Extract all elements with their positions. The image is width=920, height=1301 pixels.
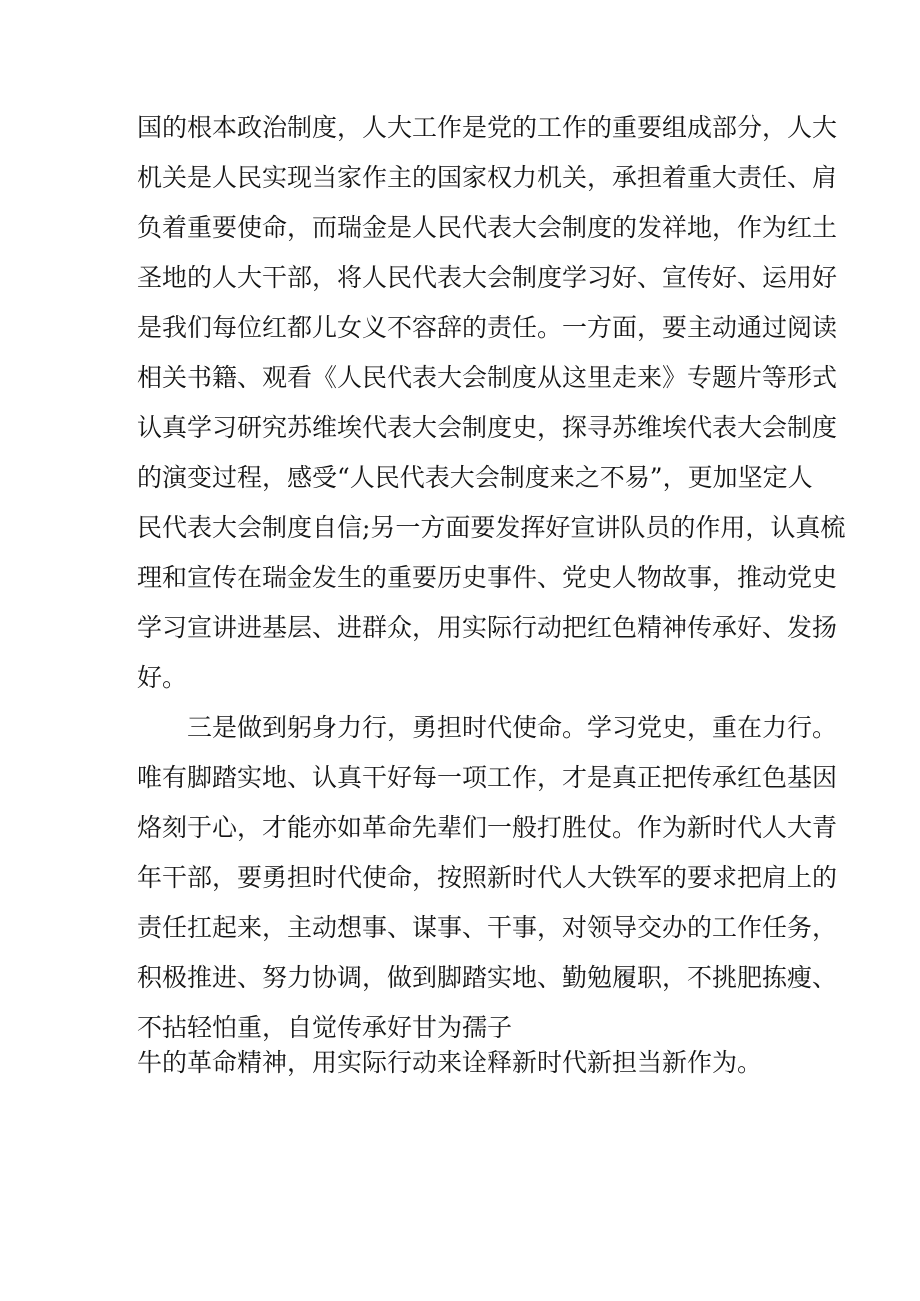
- text-line: 好。: [137, 663, 188, 692]
- text-line: 圣地的人大干部，将人民代表大会制度学习好、宣传好、运用好: [137, 263, 838, 292]
- text-line: 机关是人民实现当家作主的国家权力机关，承担着重大责任、肩: [137, 163, 838, 192]
- text-line: 民代表大会制度自信;另一方面要发挥好宣讲队员的作用，认真梳: [137, 513, 846, 542]
- text-line: 的演变过程，感受“人民代表大会制度来之不易”，更加坚定人: [137, 463, 813, 492]
- text-line: 不拈轻怕重，自觉传承好甘为孺子: [137, 1013, 513, 1042]
- text-line: 是我们每位红都儿女义不容辞的责任。一方面，要主动通过阅读: [137, 313, 838, 342]
- text-line: 学习宣讲进基层、进群众，用实际行动把红色精神传承好、发扬: [137, 613, 838, 642]
- text-line: 负着重要使命，而瑞金是人民代表大会制度的发祥地，作为红土: [137, 213, 838, 242]
- text-line: 唯有脚踏实地、认真干好每一项工作，才是真正把传承红色基因: [137, 763, 838, 792]
- text-line: 三是做到躬身力行，勇担时代使命。学习党史，重在力行。: [187, 713, 838, 742]
- text-line: 年干部，要勇担时代使命，按照新时代人大铁军的要求把肩上的: [137, 863, 838, 892]
- text-line: 烙刻于心，才能亦如革命先辈们一般打胜仗。作为新时代人大青: [137, 813, 838, 842]
- text-line: 责任扛起来，主动想事、谋事、干事，对领导交办的工作任务，: [137, 913, 838, 942]
- text-line: 积极推进、努力协调，做到脚踏实地、勤勉履职，不挑肥拣瘦、: [137, 963, 838, 992]
- text-line: 牛的革命精神，用实际行动来诠释新时代新担当新作为。: [137, 1048, 763, 1077]
- text-line: 理和宣传在瑞金发生的重要历史事件、党史人物故事，推动党史: [137, 563, 838, 592]
- text-line: 相关书籍、观看《人民代表大会制度从这里走来》专题片等形式: [137, 363, 838, 392]
- text-line: 国的根本政治制度，人大工作是党的工作的重要组成部分，人大: [137, 113, 838, 142]
- text-line: 认真学习研究苏维埃代表大会制度史，探寻苏维埃代表大会制度: [137, 413, 838, 442]
